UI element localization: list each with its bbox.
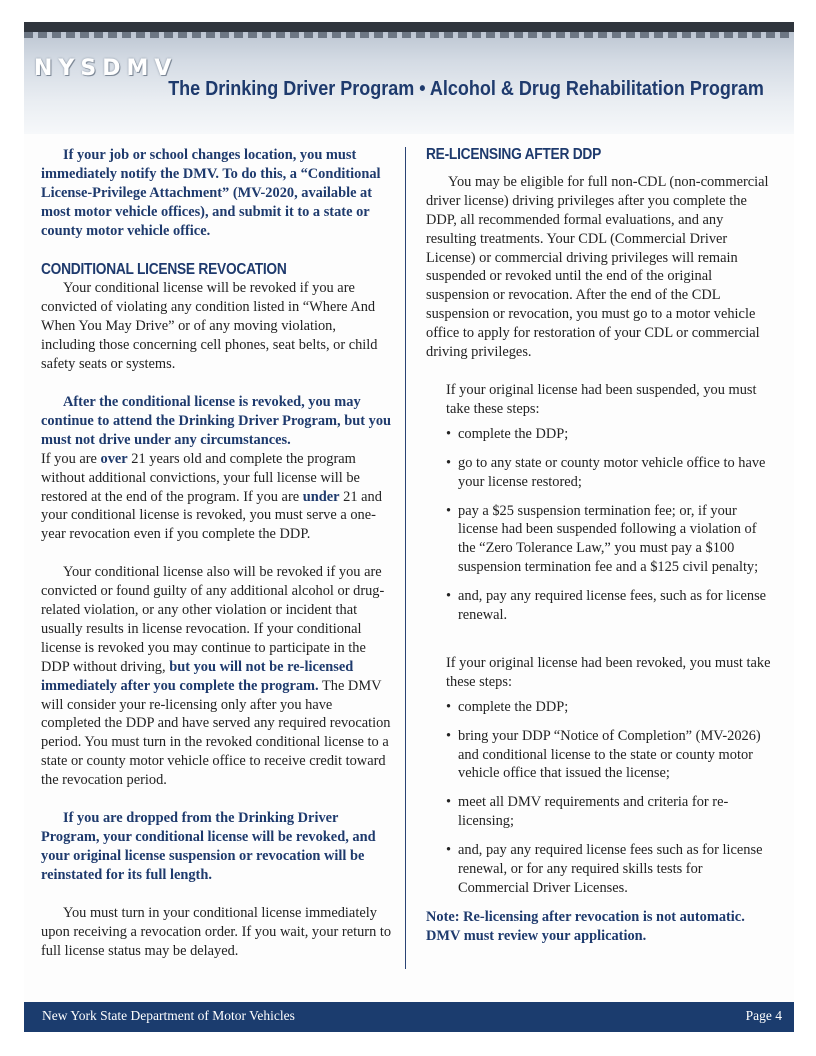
list-item: • pay a $25 suspension termination fee; or, if your license had been suspended following a violation of the “Zero Tolerance Law,” you must pay a $100 suspension termination fee and a $125 civil penalty; <box>446 502 771 578</box>
turn-in-paragraph: You must turn in your conditional license immediately upon receiving a revocation order. If you wait, your return to full license status may be delayed. <box>41 904 392 959</box>
document-page <box>24 22 794 1032</box>
relicensing-paragraph: You may be eligible for full non-CDL (non-commercial driver license) driving privileges after you complete the DDP, all recommended formal evaluations, and any resulting treatments. Your CDL (Commercial Driver License) or commercial driving privileges will remain suspended or revoked until the end of the original suspension or revocation. After the end of the CDL suspension or revocation, you must go to a motor vehicle office to apply for restoration of your CDL or commercial driving privileges. <box>426 173 769 361</box>
violation-text-a: Your conditional license also will be revoked if you are convicted or found guilty of any additional alcohol or drug-related violation, or any other violation or incident that usually results in license revocation. If your conditional license is revoked you may continue to participate in the DDP without driving, <box>41 564 385 675</box>
page-header <box>24 22 794 134</box>
additional-violation-paragraph <box>41 563 393 790</box>
age-over-emphasis: over <box>100 450 128 467</box>
age-text-a: If you are <box>41 450 101 467</box>
column-divider <box>405 147 406 969</box>
list-item: • complete the DDP; <box>446 698 771 717</box>
right-column <box>426 146 771 946</box>
nysdmv-logo: NYSDMV <box>34 56 178 81</box>
relicensing-heading: RE-LICENSING AFTER DDP <box>426 146 601 163</box>
revoked-steps-list <box>446 698 771 898</box>
violation-emphasis: but you will not be re-licensed immediately after you complete the program. <box>41 658 354 694</box>
list-item: • meet all DMV requirements and criteria for re-licensing; <box>446 793 771 831</box>
location-change-notice: If your job or school changes location, you must immediately notify the DMV. To do this, a “Conditional License-Privilege Attachment” (MV-2020, available at most motor vehicle offices), and submit it to a state or county motor vehicle office. <box>41 147 381 239</box>
age-under-emphasis: under <box>302 488 340 505</box>
page-title: The Drinking Driver Program • Alcohol & Drug Rehabilitation Program <box>168 78 764 100</box>
header-top-bar <box>24 22 794 32</box>
suspended-intro: If your original license had been suspended, you must take these steps: <box>446 381 757 417</box>
revoked-intro: If your original license had been revoked, you must take these steps: <box>446 654 771 690</box>
header-dashed-rule <box>24 32 794 38</box>
list-item: • complete the DDP; <box>446 425 771 444</box>
list-item: • and, pay any required license fees such as for license renewal, or for any required skills tests for Commercial Driver Licenses. <box>446 841 771 898</box>
list-item: • go to any state or county motor vehicle office to have your license restored; <box>446 454 771 492</box>
suspended-steps-list <box>446 425 771 625</box>
footer-page-number: Page 4 <box>745 1008 782 1023</box>
list-item: • and, pay any required license fees, such as for license renewal. <box>446 587 771 625</box>
list-item: • bring your DDP “Notice of Completion” (MV-2026) and conditional license to the state or county motor vehicle office that issued the license; <box>446 727 771 784</box>
age-text-b: 21 years old and complete the program without additional convictions, your full license will be restored at the end of the program. If you are <box>41 450 360 505</box>
age-paragraph <box>41 450 393 545</box>
page-footer <box>24 1002 794 1032</box>
relicensing-note: Note: Re-licensing after revocation is not automatic. DMV must review your application. <box>426 908 745 944</box>
conditional-revocation-heading: CONDITIONAL LICENSE REVOCATION <box>41 260 287 278</box>
revocation-paragraph: Your conditional license will be revoked if you are convicted of violating any condition listed in “Where And When You May Drive” or of any moving violation, including those concerning cell phones, seat belts, or child safety seats or systems. <box>41 280 378 373</box>
age-text-c: 21 and your conditional license is revoked, you must serve a one-year revocation even if you complete the DDP. <box>41 488 382 543</box>
violation-text-b: The DMV will consider your re-licensing only after you have completed the DDP and have served any required revocation period. You must turn in the revoked conditional license to a state or county motor vehicle office to receive credit toward the revocation period. <box>41 677 391 789</box>
after-revocation-notice: After the conditional license is revoked, you may continue to attend the Drinking Driver Program, but you must not drive under any circumstances. <box>41 393 392 448</box>
dropped-notice: If you are dropped from the Drinking Driver Program, your conditional license will be revoked, and your original license suspension or revocation will be reinstated for its full length. <box>41 810 376 883</box>
footer-department: New York State Department of Motor Vehicles <box>42 1008 295 1023</box>
left-column <box>41 146 393 960</box>
